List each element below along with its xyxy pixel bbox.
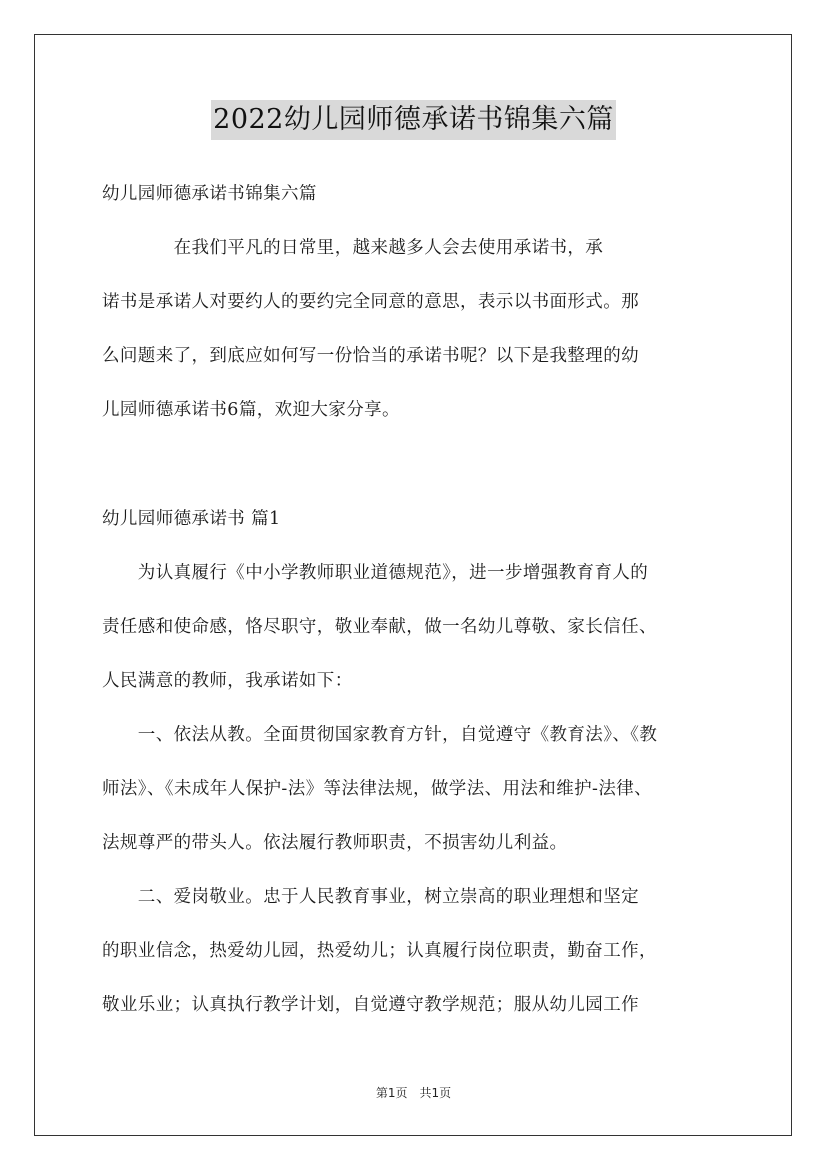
body-line: 师法》、《未成年人保护-法》等法律法规，做学法、用法和维护-法律、 bbox=[102, 779, 653, 799]
body-line: 敬业乐业；认真执行教学计划，自觉遵守教学规范；服从幼儿园工作 bbox=[102, 995, 639, 1015]
document-title: 2022幼儿园师德承诺书锦集六篇 bbox=[211, 100, 616, 140]
body-line: 法规尊严的带头人。依法履行教师职责，不损害幼儿利益。 bbox=[102, 833, 568, 853]
body-line: 为认真履行《中小学教师职业道德规范》，进一步增强教育育人的 bbox=[102, 563, 649, 583]
intro-line: 儿园师德承诺书6篇，欢迎大家分享。 bbox=[102, 400, 400, 420]
body-line: 一、依法从教。全面贯彻国家教育方针，自觉遵守《教育法》、《教 bbox=[102, 725, 658, 745]
document-subtitle: 幼儿园师德承诺书锦集六篇 bbox=[102, 184, 317, 204]
intro-line: 么问题来了，到底应如何写一份恰当的承诺书呢？以下是我整理的幼 bbox=[102, 346, 639, 366]
intro-line: 诺书是承诺人对要约人的要约完全同意的意思，表示以书面形式。那 bbox=[102, 292, 639, 312]
body-line: 二、爱岗敬业。忠于人民教育事业，树立崇高的职业理想和坚定 bbox=[102, 887, 639, 907]
body-line: 责任感和使命感，恪尽职守，敬业奉献，做一名幼儿尊敬、家长信任、 bbox=[102, 617, 657, 637]
page-footer: 第1页 共1页 bbox=[375, 1086, 452, 1100]
body-line: 人民满意的教师，我承诺如下： bbox=[102, 671, 353, 691]
body-line: 的职业信念，热爱幼儿园，热爱幼儿；认真履行岗位职责，勤奋工作， bbox=[102, 941, 657, 961]
title-container bbox=[0, 100, 827, 140]
section-heading: 幼儿园师德承诺书 篇1 bbox=[102, 509, 281, 529]
intro-line: 在我们平凡的日常里，越来越多人会去使用承诺书，承 bbox=[102, 238, 604, 258]
